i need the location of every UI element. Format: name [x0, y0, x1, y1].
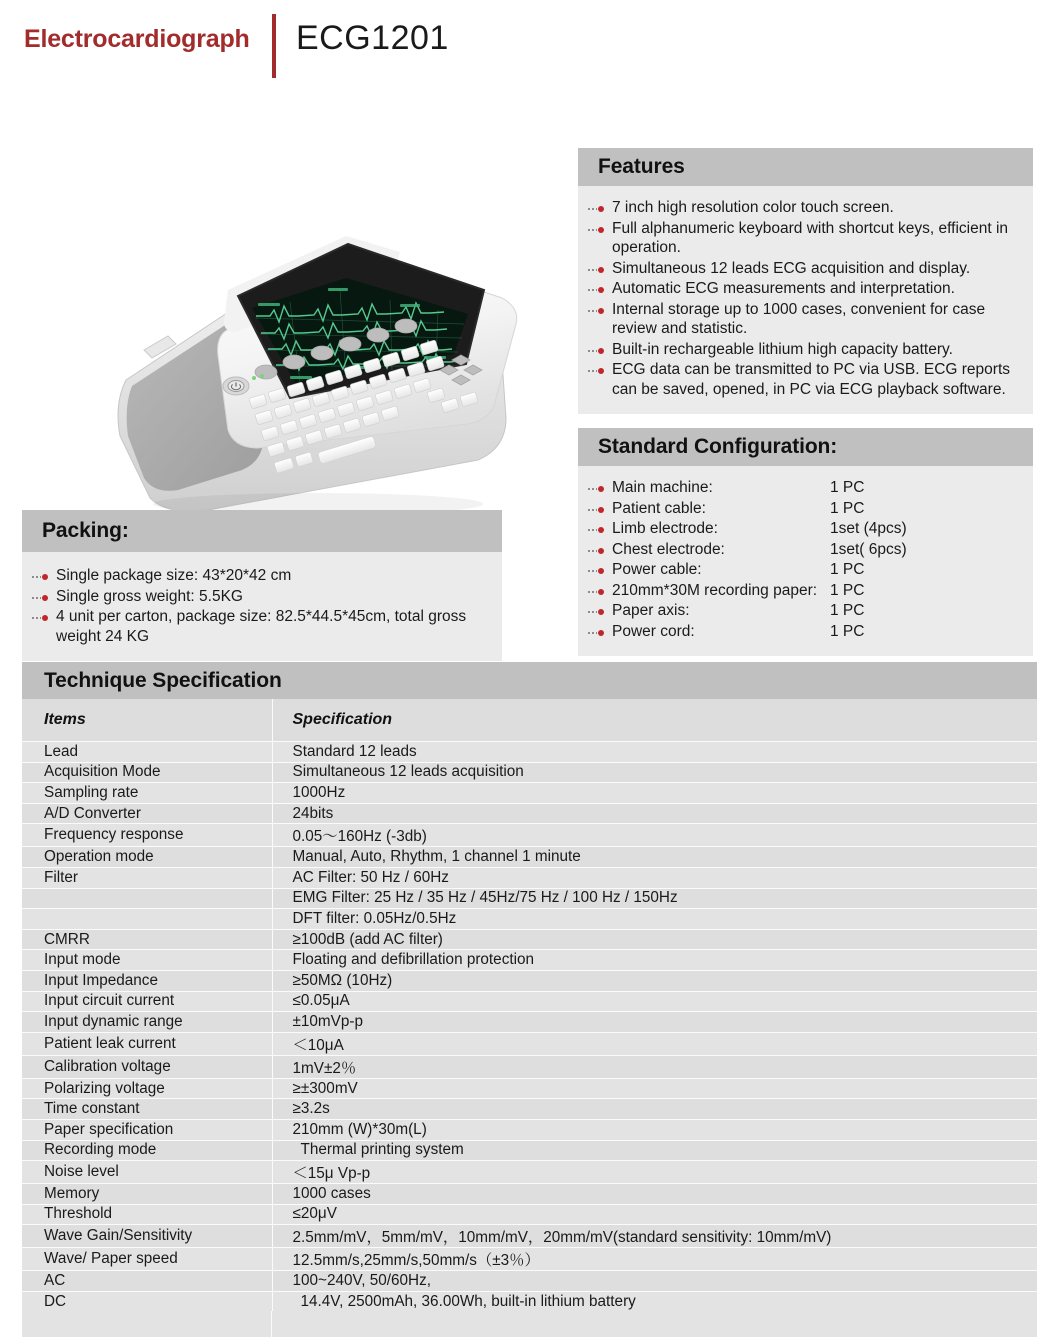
features-body	[578, 186, 1033, 414]
packing-item	[32, 566, 492, 586]
spec-value-cell: Standard 12 leads	[272, 742, 1037, 763]
spec-value-cell: 0.05～160Hz (-3db)	[272, 824, 1037, 847]
table-row	[22, 867, 1037, 888]
feature-item-text: ECG data can be transmitted to PC via USB. ECG reports can be saved, opened, in PC via ECG playback software.	[612, 361, 1010, 398]
spec-value-cell: 100~240V, 50/60Hz,	[272, 1271, 1037, 1292]
bullet-marker-icon	[588, 567, 606, 575]
configuration-item-name: Limb electrode:	[612, 520, 718, 537]
spec-value-cell: 210mm (W)*30m(L)	[272, 1119, 1037, 1140]
spec-item-cell: Memory	[22, 1184, 272, 1205]
bullet-dot-icon	[598, 609, 604, 615]
table-row	[22, 824, 1037, 847]
spec-item-cell: Operation mode	[22, 847, 272, 868]
bullet-leader-icon	[588, 570, 597, 572]
feature-item	[588, 279, 1023, 299]
page-header	[0, 0, 1059, 100]
spec-item-cell: Sampling rate	[22, 783, 272, 804]
table-row	[22, 1119, 1037, 1140]
configuration-item-quantity: 1 PC	[830, 561, 865, 578]
spec-value-cell: ≥50MΩ (10Hz)	[272, 970, 1037, 991]
features-header	[578, 148, 1033, 186]
configuration-item	[588, 601, 1023, 621]
spec-item-cell: Polarizing voltage	[22, 1078, 272, 1099]
spec-item-cell: Input Impedance	[22, 970, 272, 991]
table-row	[22, 1161, 1037, 1184]
bullet-marker-icon	[588, 629, 606, 637]
bullet-marker-icon	[588, 588, 606, 596]
bullet-leader-icon	[588, 529, 597, 531]
configuration-item-name: Patient cable:	[612, 499, 706, 517]
table-row	[22, 1271, 1037, 1292]
spec-item-cell	[22, 888, 272, 909]
bullet-dot-icon	[598, 267, 604, 273]
bullet-leader-icon	[588, 509, 597, 511]
packing-body	[22, 552, 502, 661]
bullet-marker-icon	[588, 506, 606, 514]
feature-item-text: Full alphanumeric keyboard with shortcut keys, efficient in operation.	[612, 219, 1009, 256]
feature-item-text: Internal storage up to 1000 cases, convenient for case review and statistic.	[612, 300, 986, 337]
feature-item	[588, 300, 1023, 339]
spec-value-cell: 24bits	[272, 803, 1037, 824]
configuration-item	[588, 560, 1023, 580]
feature-item	[588, 360, 1023, 399]
bullet-dot-icon	[598, 348, 604, 354]
model-title: ECG1201	[296, 19, 449, 57]
spec-item-cell	[22, 909, 272, 930]
table-row	[22, 1078, 1037, 1099]
configuration-item-name: Paper axis:	[612, 602, 690, 619]
spec-item-cell: Patient leak current	[22, 1032, 272, 1055]
bullet-leader-icon	[588, 208, 597, 210]
table-row	[22, 742, 1037, 763]
table-row	[22, 909, 1037, 930]
technique-specification-rows	[22, 742, 1037, 1312]
spec-value-cell: EMG Filter: 25 Hz / 35 Hz / 45Hz/75 Hz / 100 Hz / 150Hz	[272, 888, 1037, 909]
spec-item-cell: Input circuit current	[22, 991, 272, 1012]
feature-item	[588, 219, 1023, 258]
bullet-marker-icon	[588, 547, 606, 555]
table-row	[22, 847, 1037, 868]
bullet-leader-icon	[588, 229, 597, 231]
bullet-leader-icon	[588, 611, 597, 613]
bullet-dot-icon	[598, 507, 604, 513]
spec-value-cell: ≤0.05μA	[272, 991, 1037, 1012]
table-row	[22, 888, 1037, 909]
features-panel	[578, 148, 1033, 414]
spec-value-cell: Manual, Auto, Rhythm, 1 channel 1 minute	[272, 847, 1037, 868]
table-row	[22, 950, 1037, 971]
table-row	[22, 1291, 1037, 1311]
spec-item-cell: Filter	[22, 867, 272, 888]
packing-item-text: Single gross weight: 5.5KG	[56, 587, 243, 605]
configuration-item-name: 210mm*30M recording paper:	[612, 581, 818, 599]
spec-item-cell: CMRR	[22, 929, 272, 950]
spec-value-cell: ≥3.2s	[272, 1099, 1037, 1120]
packing-item	[32, 587, 492, 607]
standard-configuration-body	[578, 466, 1033, 656]
bullet-leader-icon	[588, 289, 597, 291]
packing-item-text: Single package size: 43*20*42 cm	[56, 567, 292, 584]
bullet-dot-icon	[598, 630, 604, 636]
configuration-item	[588, 581, 1023, 601]
packing-title: Packing:	[42, 519, 129, 542]
bullet-marker-icon	[588, 485, 606, 493]
column-header-items: Items	[22, 699, 272, 742]
bullet-dot-icon	[598, 308, 604, 314]
brand-title: Electrocardiograph	[24, 25, 250, 53]
bullet-leader-icon	[588, 632, 597, 634]
standard-configuration-header	[578, 428, 1033, 466]
bullet-dot-icon	[42, 615, 48, 621]
bullet-marker-icon	[588, 608, 606, 616]
bullet-dot-icon	[598, 548, 604, 554]
bullet-leader-icon	[588, 310, 597, 312]
spec-value-cell: DFT filter: 0.05Hz/0.5Hz	[272, 909, 1037, 930]
bullet-dot-icon	[598, 227, 604, 233]
packing-list	[32, 566, 492, 646]
bullet-dot-icon	[598, 287, 604, 293]
feature-item-text: 7 inch high resolution color touch screen.	[612, 199, 894, 216]
spec-item-cell: Calibration voltage	[22, 1055, 272, 1078]
spec-item-cell: Wave/ Paper speed	[22, 1248, 272, 1271]
table-row	[22, 762, 1037, 783]
spec-item-cell: DC	[22, 1291, 272, 1311]
spec-value-cell: Simultaneous 12 leads acquisition	[272, 762, 1037, 783]
feature-item-text: Built-in rechargeable lithium high capacity battery.	[612, 340, 953, 358]
bullet-marker-icon	[32, 614, 50, 622]
spec-item-cell: Input mode	[22, 950, 272, 971]
configuration-item	[588, 540, 1023, 560]
spec-value-cell: 1mV±2％	[272, 1055, 1037, 1078]
table-row	[22, 1140, 1037, 1161]
spec-item-cell: Time constant	[22, 1099, 272, 1120]
feature-item	[588, 259, 1023, 279]
spec-value-cell: 2.5mm/mV，5mm/mV，10mm/mV，20mm/mV(standard sensitivity: 10mm/mV)	[272, 1225, 1037, 1248]
table-footer-spacer	[22, 1311, 1037, 1337]
configuration-item-quantity: 1 PC	[830, 581, 865, 599]
bullet-dot-icon	[598, 368, 604, 374]
table-row	[22, 991, 1037, 1012]
bullet-dot-icon	[42, 574, 48, 580]
spec-item-cell: Lead	[22, 742, 272, 763]
spec-value-cell: AC Filter: 50 Hz / 60Hz	[272, 867, 1037, 888]
spec-item-cell: Threshold	[22, 1204, 272, 1225]
spec-item-cell: AC	[22, 1271, 272, 1292]
spec-value-cell: ≤20μV	[272, 1204, 1037, 1225]
feature-item-text: Simultaneous 12 leads ECG acquisition and display.	[612, 259, 971, 277]
bullet-leader-icon	[588, 370, 597, 372]
spec-value-cell: 12.5mm/s,25mm/s,50mm/s（±3％）	[272, 1248, 1037, 1271]
table-row	[22, 1204, 1037, 1225]
table-row	[22, 803, 1037, 824]
spec-value-cell: ＜15μ Vp-p	[272, 1161, 1037, 1184]
table-row	[22, 970, 1037, 991]
standard-configuration-list	[588, 478, 1023, 641]
bullet-leader-icon	[588, 550, 597, 552]
bullet-dot-icon	[598, 568, 604, 574]
bullet-marker-icon	[32, 573, 50, 581]
bullet-marker-icon	[32, 594, 50, 602]
spec-item-cell: Noise level	[22, 1161, 272, 1184]
table-row	[22, 1055, 1037, 1078]
column-header-specification: Specification	[272, 699, 1037, 742]
configuration-item-quantity: 1set (4pcs)	[830, 520, 907, 537]
spec-value-cell: ±10mVp-p	[272, 1012, 1037, 1033]
bullet-leader-icon	[32, 576, 41, 578]
spec-value-cell: Floating and defibrillation protection	[272, 950, 1037, 971]
header-divider	[272, 14, 276, 78]
spec-item-cell: Input dynamic range	[22, 1012, 272, 1033]
standard-configuration-panel	[578, 428, 1033, 656]
features-title: Features	[598, 155, 685, 178]
configuration-item-quantity: 1set( 6pcs)	[830, 540, 907, 558]
spec-value-cell: 14.4V, 2500mAh, 36.00Wh, built-in lithium battery	[272, 1291, 1037, 1311]
spec-item-cell: Acquisition Mode	[22, 762, 272, 783]
bullet-marker-icon	[588, 266, 606, 274]
table-row	[22, 929, 1037, 950]
technique-specification-section	[22, 662, 1037, 1337]
configuration-item	[588, 622, 1023, 642]
configuration-item-name: Chest electrode:	[612, 540, 725, 558]
ecg-machine-illustration	[28, 118, 568, 518]
spec-item-cell: Wave Gain/Sensitivity	[22, 1225, 272, 1248]
technique-specification-header	[22, 662, 1037, 699]
bullet-marker-icon	[588, 347, 606, 355]
configuration-item	[588, 478, 1023, 498]
bullet-leader-icon	[32, 617, 41, 619]
table-row	[22, 1012, 1037, 1033]
spec-value-cell: ＜10μA	[272, 1032, 1037, 1055]
table-row	[22, 1099, 1037, 1120]
spec-item-cell: Paper specification	[22, 1119, 272, 1140]
spec-value-cell: ≥±300mV	[272, 1078, 1037, 1099]
technique-specification-table	[22, 699, 1037, 1311]
spec-item-cell: Recording mode	[22, 1140, 272, 1161]
configuration-item-name: Power cord:	[612, 622, 695, 640]
table-row	[22, 783, 1037, 804]
packing-item-text: 4 unit per carton, package size: 82.5*44.5*45cm, total gross weight 24 KG	[56, 608, 467, 645]
configuration-item-quantity: 1 PC	[830, 479, 865, 496]
feature-item	[588, 198, 1023, 218]
bullet-leader-icon	[588, 269, 597, 271]
configuration-item-quantity: 1 PC	[830, 622, 865, 640]
table-footer-divider	[22, 1311, 272, 1337]
packing-header	[22, 510, 502, 552]
spec-value-cell: 1000 cases	[272, 1184, 1037, 1205]
standard-configuration-title: Standard Configuration:	[598, 435, 838, 458]
bullet-dot-icon	[42, 595, 48, 601]
bullet-dot-icon	[598, 527, 604, 533]
bullet-marker-icon	[588, 307, 606, 315]
configuration-item-name: Main machine:	[612, 479, 713, 496]
bullet-dot-icon	[598, 486, 604, 492]
feature-item-text: Automatic ECG measurements and interpretation.	[612, 280, 955, 297]
bullet-leader-icon	[588, 350, 597, 352]
bullet-leader-icon	[32, 597, 41, 599]
technique-specification-title: Technique Specification	[44, 668, 282, 692]
bullet-leader-icon	[588, 591, 597, 593]
spec-value-cell: 1000Hz	[272, 783, 1037, 804]
spec-value-cell: ≥100dB (add AC filter)	[272, 929, 1037, 950]
bullet-dot-icon	[598, 589, 604, 595]
configuration-item	[588, 519, 1023, 539]
bullet-marker-icon	[588, 367, 606, 375]
spec-item-cell: A/D Converter	[22, 803, 272, 824]
bullet-marker-icon	[588, 226, 606, 234]
packing-item	[32, 607, 492, 646]
table-row	[22, 1032, 1037, 1055]
packing-panel	[22, 510, 502, 661]
product-photo	[28, 118, 568, 518]
feature-item	[588, 340, 1023, 360]
configuration-item-quantity: 1 PC	[830, 499, 865, 517]
spec-value-cell: Thermal printing system	[272, 1140, 1037, 1161]
configuration-item	[588, 499, 1023, 519]
bullet-leader-icon	[588, 488, 597, 490]
bullet-marker-icon	[588, 205, 606, 213]
table-header-row	[22, 699, 1037, 742]
configuration-item-quantity: 1 PC	[830, 602, 865, 619]
spec-item-cell: Frequency response	[22, 824, 272, 847]
table-row	[22, 1184, 1037, 1205]
bullet-marker-icon	[588, 286, 606, 294]
bullet-marker-icon	[588, 526, 606, 534]
configuration-item-name: Power cable:	[612, 561, 702, 578]
table-row	[22, 1225, 1037, 1248]
table-row	[22, 1248, 1037, 1271]
bullet-dot-icon	[598, 206, 604, 212]
features-list	[588, 198, 1023, 399]
